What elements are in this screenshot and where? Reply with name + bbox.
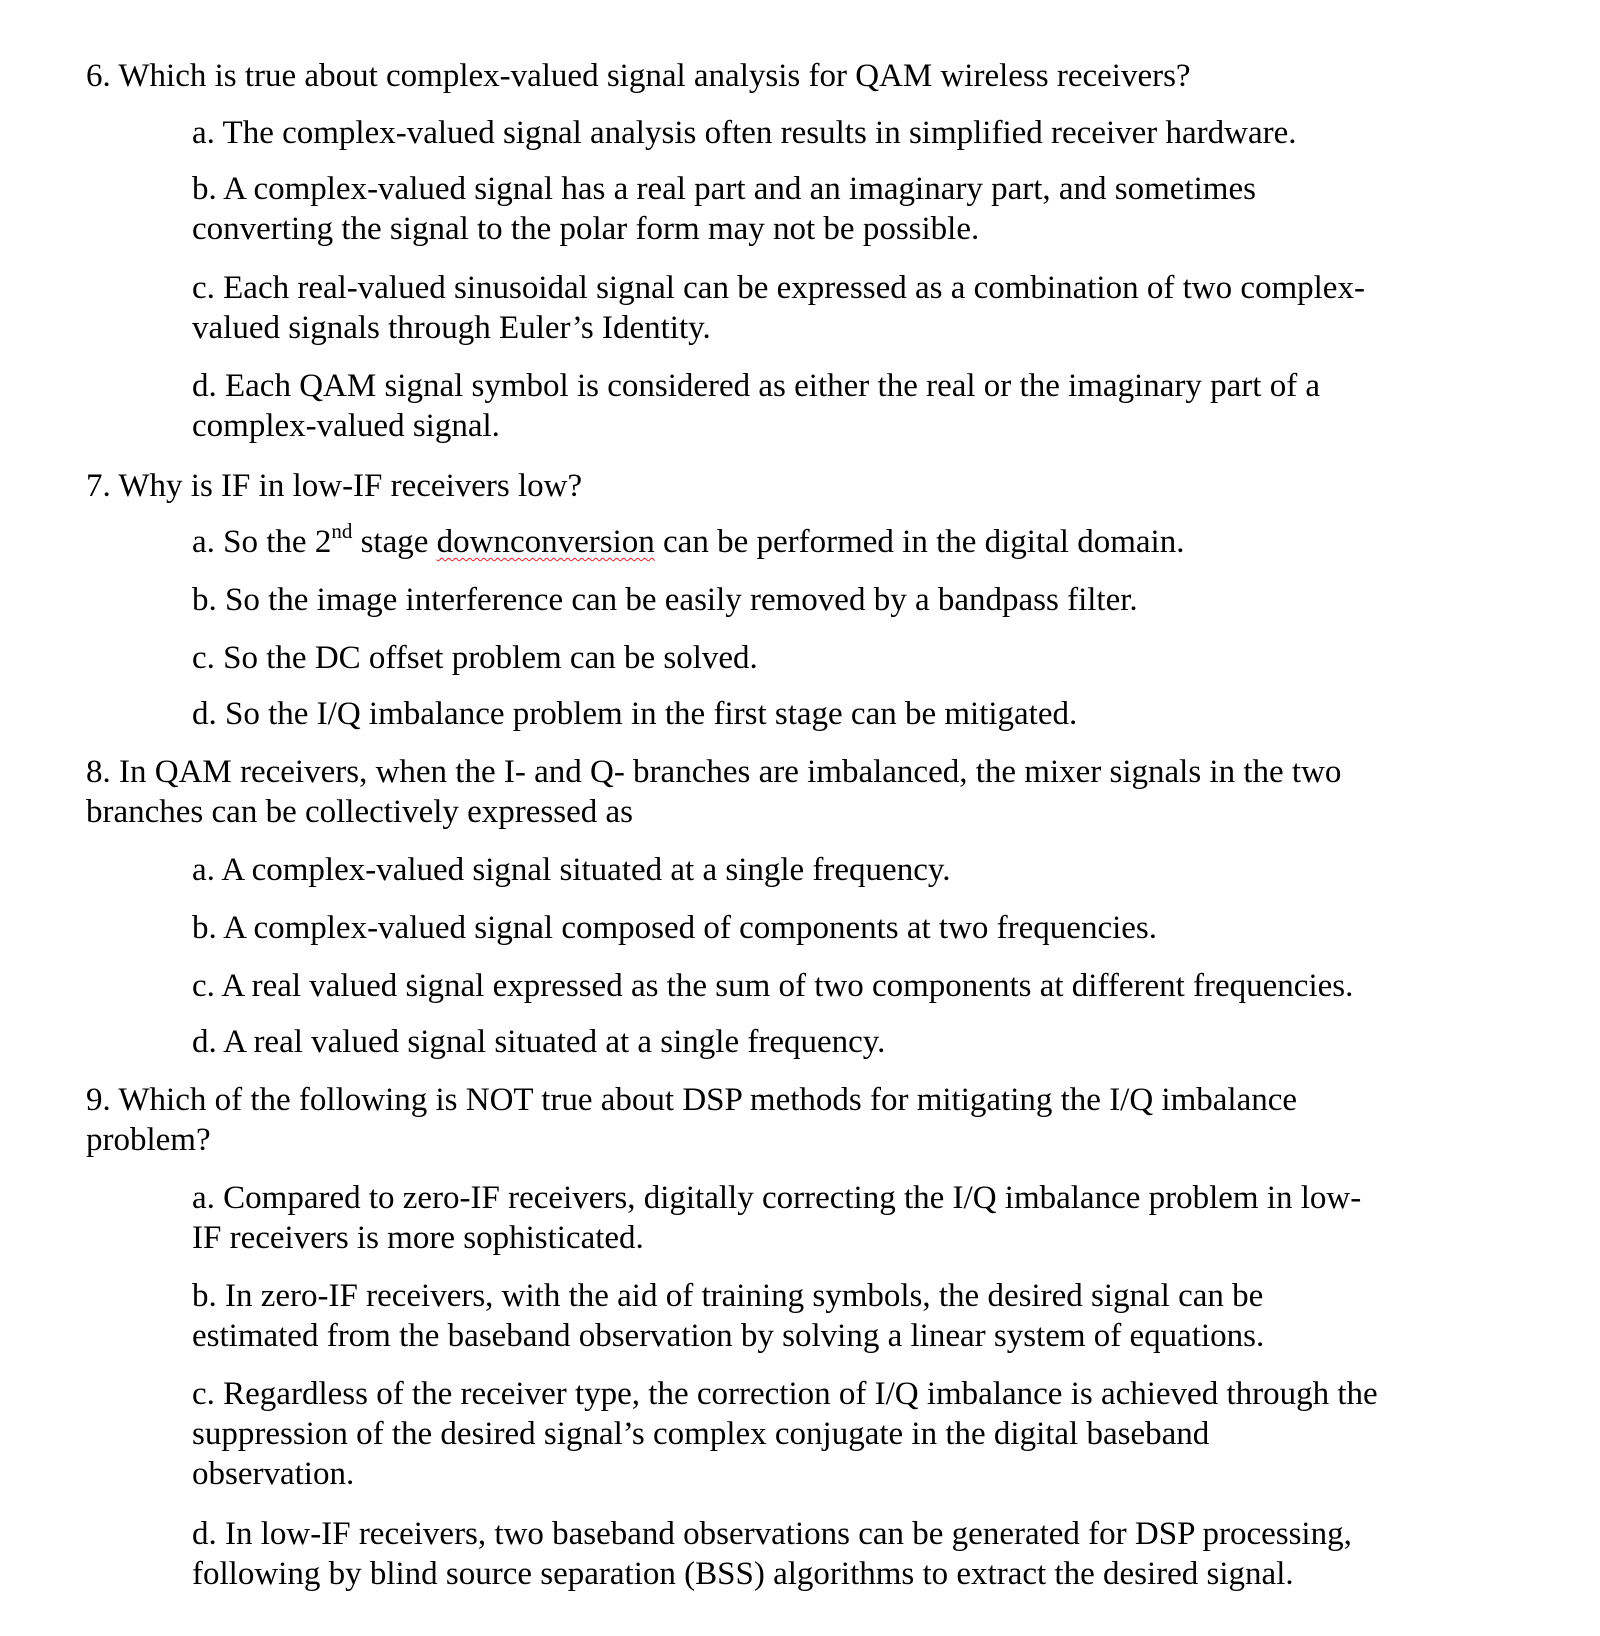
question-7-option-b: b. So the image interference can be easily removed by a bandpass filter. xyxy=(192,582,1138,618)
question-9-option-a: a. Compared to zero-IF receivers, digitally correcting the I/Q imbalance problem in low- xyxy=(192,1180,1362,1216)
question-7-stem: 7. Why is IF in low-IF receivers low? xyxy=(86,468,583,504)
question-7-option-a-mid: stage xyxy=(352,524,437,560)
question-9-option-d-cont: following by blind source separation (BSS) algorithms to extract the desired signal. xyxy=(192,1556,1294,1592)
question-6-stem: 6. Which is true about complex-valued signal analysis for QAM wireless receivers? xyxy=(86,58,1191,94)
ordinal-superscript: nd xyxy=(331,519,353,543)
question-9-option-b: b. In zero-IF receivers, with the aid of training symbols, the desired signal can be xyxy=(192,1278,1264,1314)
question-8-stem: 8. In QAM receivers, when the I- and Q- branches are imbalanced, the mixer signals in the two xyxy=(86,754,1342,790)
question-8-option-a: a. A complex-valued signal situated at a single frequency. xyxy=(192,852,951,888)
question-6-option-a: a. The complex-valued signal analysis often results in simplified receiver hardware. xyxy=(192,115,1297,151)
question-9-option-c-cont: suppression of the desired signal’s complex conjugate in the digital baseband xyxy=(192,1416,1210,1452)
question-6-option-d-cont: complex-valued signal. xyxy=(192,408,500,444)
question-7-option-c: c. So the DC offset problem can be solved. xyxy=(192,640,758,676)
question-9-option-c-cont2: observation. xyxy=(192,1456,355,1492)
question-9-option-d: d. In low-IF receivers, two baseband observations can be generated for DSP processing, xyxy=(192,1516,1352,1552)
question-9-option-a-cont: IF receivers is more sophisticated. xyxy=(192,1220,644,1256)
question-9-option-b-cont: estimated from the baseband observation by solving a linear system of equations. xyxy=(192,1318,1265,1354)
question-6-option-b-cont: converting the signal to the polar form may not be possible. xyxy=(192,211,980,247)
question-8-stem-cont: branches can be collectively expressed as xyxy=(86,794,633,830)
question-6-option-d: d. Each QAM signal symbol is considered as either the real or the imaginary part of a xyxy=(192,368,1321,404)
question-7-option-d: d. So the I/Q imbalance problem in the first stage can be mitigated. xyxy=(192,696,1078,732)
question-8-option-d: d. A real valued signal situated at a single frequency. xyxy=(192,1024,886,1060)
question-6-option-b: b. A complex-valued signal has a real part and an imaginary part, and sometimes xyxy=(192,171,1256,207)
question-9-option-c: c. Regardless of the receiver type, the correction of I/Q imbalance is achieved through the xyxy=(192,1376,1378,1412)
question-6-option-c: c. Each real-valued sinusoidal signal can be expressed as a combination of two complex- xyxy=(192,270,1365,306)
question-8-option-c: c. A real valued signal expressed as the sum of two components at different frequencies. xyxy=(192,968,1354,1004)
question-7-option-a-suffix: can be performed in the digital domain. xyxy=(654,524,1185,560)
question-6-option-c-cont: valued signals through Euler’s Identity. xyxy=(192,310,711,346)
question-7-option-a xyxy=(192,519,1185,562)
question-9-stem-cont: problem? xyxy=(86,1122,211,1158)
question-7-option-a-prefix: a. So the 2 xyxy=(192,524,332,560)
question-8-option-b: b. A complex-valued signal composed of components at two frequencies. xyxy=(192,910,1158,946)
question-9-stem: 9. Which of the following is NOT true about DSP methods for mitigating the I/Q imbalance xyxy=(86,1082,1298,1118)
spellcheck-flagged-word: downconversion xyxy=(436,524,655,560)
